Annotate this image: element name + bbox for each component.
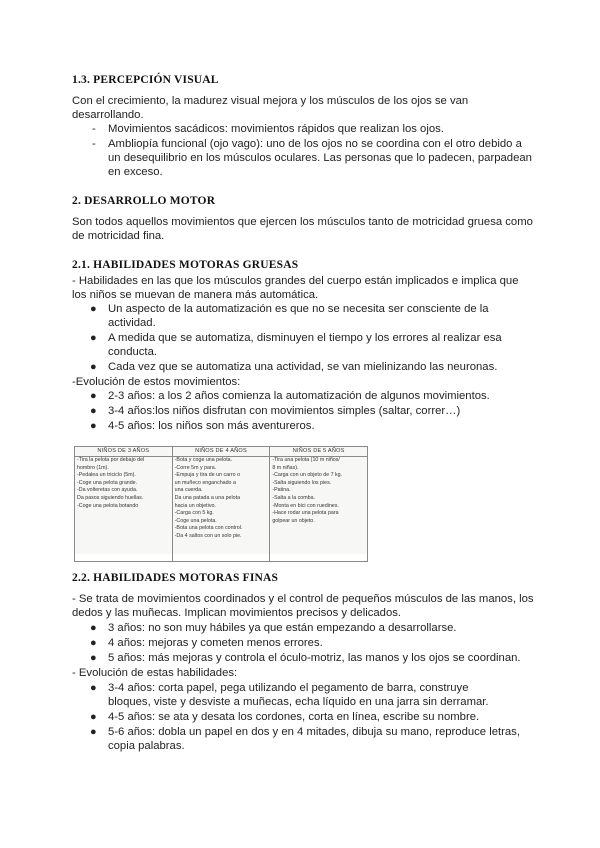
paragraph-line: los niños se muevan de manera más automática. <box>72 289 319 301</box>
bullet-marker: ● <box>90 361 97 373</box>
cell-line: hacia un objetivo. <box>174 502 216 509</box>
cell-line: una cuerda. <box>174 487 203 494</box>
cell-line: -Salta siguiendo los pies. <box>272 479 332 486</box>
table-cell-4-anos <box>172 457 270 562</box>
list-item: 4 años: mejoras y cometen menos errores. <box>108 637 323 649</box>
cell-line: hombro (1m). <box>77 464 109 471</box>
list-item: Movimientos sacádicos: movimientos rápidos que realizan los ojos. <box>108 123 444 135</box>
cell-line: un muñeco enganchado a <box>174 479 236 486</box>
bullet-marker: ● <box>90 652 97 664</box>
table-header: NIÑOS DE 3 AÑOS <box>75 447 173 457</box>
cell-line: -Bota y coge una pelota. <box>174 457 233 463</box>
evolucion-label: -Evolución de estos movimientos: <box>72 376 241 388</box>
list-item-continuation: conducta. <box>108 346 157 358</box>
cell-line: -Salta a la comba. <box>272 494 316 501</box>
cell-line: -Coge una pelota. <box>174 517 217 524</box>
cell-line: -Carga con 5 kg. <box>174 510 214 517</box>
paragraph-line: de motricidad fina. <box>72 230 165 242</box>
list-item: 2-3 años: a los 2 años comienza la automatización de algunos movimientos. <box>108 390 490 402</box>
bullet-marker: ● <box>90 420 97 432</box>
list-item-continuation: en exceso. <box>108 166 163 178</box>
cell-line: -Coge una pelota grande. <box>77 479 138 486</box>
cell-line: -Monta en bici con ruedines. <box>272 502 339 509</box>
paragraph-line: desarrollando. <box>72 109 144 121</box>
cell-line: golpear un objeto. <box>272 517 315 524</box>
list-item: 5-6 años: dobla un papel en dos y en 4 mitades, dibuja su mano, reproduce letras, <box>108 726 520 738</box>
list-item: 4-5 años: se ata y desata los cordones, corta en línea, escribe su nombre. <box>108 711 480 723</box>
list-item: 4-5 años: los niños son más aventureros. <box>108 420 315 432</box>
bullet-marker: ● <box>90 303 97 315</box>
cell-line: Da una patada a una pelota <box>174 494 241 501</box>
table-cell-5-anos <box>270 457 368 562</box>
bullet-marker: ● <box>90 405 97 417</box>
dash-marker: - <box>92 123 96 135</box>
bullet-marker: ● <box>90 682 97 694</box>
heading-motoras-gruesas: 2.1. HABILIDADES MOTORAS GRUESAS <box>72 259 299 271</box>
paragraph-line: Con el crecimiento, la madurez visual mejora y los músculos de los ojos se van <box>72 95 469 107</box>
cell-line: 8 m niñas). <box>272 464 299 471</box>
bullet-marker: ● <box>90 726 97 738</box>
list-item: 3-4 años:los niños disfrutan con movimientos simples (saltar, correr…) <box>108 405 461 417</box>
table-cell-3-anos <box>75 457 173 562</box>
age-skills-table <box>74 446 368 562</box>
paragraph-line: dedos y las muñecas. Implican movimientos precisos y delicados. <box>72 607 402 619</box>
bullet-marker: ● <box>90 711 97 723</box>
evolucion-label: - Evolución de estas habilidades: <box>72 667 238 679</box>
paragraph-line: - Se trata de movimientos coordinados y el control de pequeños músculos de las manos, los <box>72 593 534 605</box>
list-item: Un aspecto de la automatización es que no se necesita ser consciente de la <box>108 303 489 315</box>
cell-line: -Da 4 saltos con un solo pie. <box>174 532 242 539</box>
list-item: Ambliopía funcional (ojo vago): uno de los ojos no se coordina con el otro debido a <box>108 138 522 150</box>
table-header: NIÑOS DE 4 AÑOS <box>172 447 270 457</box>
list-item: A medida que se automatiza, disminuyen el tiempo y los errores al realizar esa <box>108 332 502 344</box>
heading-percepcion-visual: 1.3. PERCEPCIÓN VISUAL <box>72 74 219 86</box>
cell-line: -Corre 5m y para. <box>174 464 217 471</box>
paragraph-line: - Habilidades en las que los músculos grandes del cuerpo están implicados e implica que <box>72 275 519 287</box>
cell-line: -Pedalea un triciclo (5m). <box>77 472 136 479</box>
bullet-marker: ● <box>90 622 97 634</box>
dash-marker: - <box>92 138 96 150</box>
cell-line: -Patina. <box>272 487 291 494</box>
cell-line: Da pasos siguiendo huellas. <box>77 494 144 501</box>
paragraph-line: Son todos aquellos movimientos que ejercen los músculos tanto de motricidad gruesa como <box>72 216 533 228</box>
heading-motoras-finas: 2.2. HABILIDADES MOTORAS FINAS <box>72 572 279 584</box>
cell-line: -Bota una pelota con control. <box>174 525 243 532</box>
cell-line: -Empuja y tira de un carro o <box>174 472 241 479</box>
cell-line: -Tira la pelota por debajo del <box>77 457 145 463</box>
list-item-continuation: actividad. <box>108 317 156 329</box>
bullet-marker: ● <box>90 390 97 402</box>
list-item-continuation: bloques, viste y desviste a muñecas, echa líquido en una jarra sin derramar. <box>108 696 489 708</box>
list-item: 3 años: no son muy hábiles ya que están empezando a desarrollarse. <box>108 622 457 634</box>
cell-line: -Carga con un objeto de 7 kg. <box>272 472 343 479</box>
bullet-marker: ● <box>90 332 97 344</box>
cell-line: -Tira una pelota (10 m niños/ <box>272 457 340 463</box>
bullet-marker: ● <box>90 637 97 649</box>
list-item-continuation: un desequilibrio en los músculos oculares. Las personas que lo padecen, parpadean <box>108 152 532 164</box>
list-item-continuation: copia palabras. <box>108 740 185 752</box>
table-header: NIÑOS DE 5 AÑOS <box>270 447 368 457</box>
list-item: 5 años: más mejoras y controla el óculo-motriz, las manos y los ojos se coordinan. <box>108 652 521 664</box>
list-item: 3-4 años: corta papel, pega utilizando el pegamento de barra, construye <box>108 682 469 694</box>
heading-desarrollo-motor: 2. DESARROLLO MOTOR <box>72 195 216 207</box>
cell-line: -Da volteretas con ayuda. <box>77 487 138 494</box>
cell-line: -Hace rodar una pelota para <box>272 510 339 517</box>
list-item: Cada vez que se automatiza una actividad, se van mielinizando las neuronas. <box>108 361 498 373</box>
cell-line: -Coge una pelota botando <box>77 502 139 509</box>
